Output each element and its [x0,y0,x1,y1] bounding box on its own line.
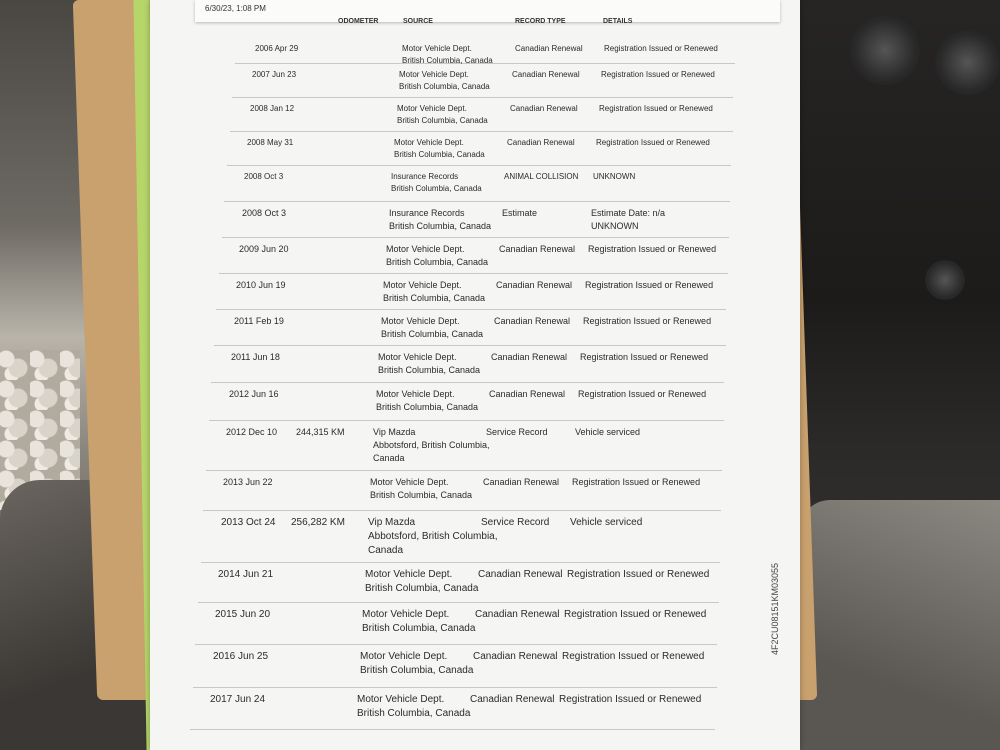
record-source-line: British Columbia, Canada [386,257,489,267]
record-odometer: 244,315 KM [296,427,345,437]
record-source-line: Abbotsford, British Columbia, [368,531,498,542]
record-source-line: British Columbia, Canada [402,56,493,65]
record-details-line: Registration Issued or Renewed [601,70,715,79]
record-source-line: Motor Vehicle Dept. [357,694,445,705]
record-type: Canadian Renewal [473,651,558,662]
column-header-record-type: RECORD TYPE [515,18,566,25]
record-source-line: British Columbia, Canada [362,623,476,634]
record-type: Canadian Renewal [475,609,560,620]
record-source-line: Vip Mazda [368,517,416,528]
record-source-line: Vip Mazda [373,427,416,437]
record-source-line: Motor Vehicle Dept. [399,70,469,79]
record-type: Canadian Renewal [507,138,575,147]
record-type: Canadian Renewal [489,389,566,399]
column-header-odometer: ODOMETER [338,18,379,25]
table-row [201,562,720,563]
record-details-line: Registration Issued or Renewed [572,477,701,487]
print-timestamp: 6/30/23, 1:08 PM [205,4,266,13]
record-source-line: Abbotsford, British Columbia, [373,440,490,450]
table-row [232,97,733,98]
record-odometer: 256,282 KM [291,517,345,528]
record-type: Service Record [481,517,550,528]
record-source-line: British Columbia, Canada [381,329,484,339]
record-date: 2010 Jun 19 [236,280,286,290]
record-type: Canadian Renewal [470,694,555,705]
record-source-line: British Columbia, Canada [370,490,473,500]
climate-knob [935,30,1000,95]
record-source-line: Motor Vehicle Dept. [383,280,462,290]
record-details-line: Registration Issued or Renewed [562,651,705,662]
record-details-line: Registration Issued or Renewed [578,389,707,399]
record-type: Estimate [502,208,538,218]
record-type: ANIMAL COLLISION [504,172,579,181]
table-row [227,165,731,166]
record-details-line: Vehicle serviced [575,427,641,437]
table-row [203,510,721,511]
column-header-source: SOURCE [403,18,433,25]
record-details-line: Estimate Date: n/a [591,208,666,218]
record-date: 2009 Jun 20 [239,244,289,254]
record-type: Canadian Renewal [515,44,583,53]
table-row [206,470,722,471]
table-row [195,644,717,645]
record-source-line: British Columbia, Canada [360,665,474,676]
record-type: Service Record [486,427,548,437]
record-source-line: Motor Vehicle Dept. [378,352,457,362]
record-details-line: Registration Issued or Renewed [559,694,702,705]
record-date: 2008 May 31 [247,138,294,147]
record-details-line: Registration Issued or Renewed [596,138,710,147]
table-row [216,309,726,310]
record-source-line: Insurance Records [391,172,459,181]
climate-knob [850,15,920,85]
table-row [219,273,728,274]
right-seat [800,500,1000,750]
record-date: 2015 Jun 20 [215,609,271,620]
record-source-line: British Columbia, Canada [397,116,488,125]
record-source-line: British Columbia, Canada [365,583,479,594]
record-date: 2013 Jun 22 [223,477,273,487]
record-source-line: British Columbia, Canada [383,293,486,303]
record-source-line: Motor Vehicle Dept. [394,138,464,147]
record-type: Canadian Renewal [491,352,568,362]
record-details-line: UNKNOWN [593,172,636,181]
record-source-line: British Columbia, Canada [391,184,482,193]
record-source-line: British Columbia, Canada [394,150,485,159]
table-row [211,382,724,383]
record-details-line: Registration Issued or Renewed [604,44,718,53]
record-source-line: British Columbia, Canada [399,82,490,91]
record-date: 2016 Jun 25 [213,651,269,662]
record-source-line: Motor Vehicle Dept. [370,477,449,487]
record-date: 2013 Oct 24 [221,517,276,528]
table-row [190,729,715,730]
record-date: 2008 Oct 3 [244,172,284,181]
record-date: 2012 Jun 16 [229,389,279,399]
record-source-line: Motor Vehicle Dept. [397,104,467,113]
record-details-line: Vehicle serviced [570,517,643,528]
record-type: Canadian Renewal [499,244,576,254]
record-source-line: Insurance Records [389,208,465,218]
record-details-line: Registration Issued or Renewed [585,280,714,290]
record-date: 2011 Feb 19 [234,316,284,326]
record-source-line: Motor Vehicle Dept. [365,569,453,580]
record-type: Canadian Renewal [478,569,563,580]
record-source-line: Canada [373,453,405,463]
record-details-line: Registration Issued or Renewed [567,569,710,580]
table-row [193,687,717,688]
record-date: 2014 Jun 21 [218,569,274,580]
record-source-line: British Columbia, Canada [389,221,492,231]
dash-socket [925,260,965,300]
record-source-line: Motor Vehicle Dept. [381,316,460,326]
record-details-line: UNKNOWN [591,221,639,231]
record-type: Canadian Renewal [496,280,573,290]
record-date: 2011 Jun 18 [231,352,280,362]
record-source-line: Motor Vehicle Dept. [376,389,455,399]
record-details-line: Registration Issued or Renewed [583,316,712,326]
record-type: Canadian Renewal [510,104,578,113]
table-row [198,602,719,603]
record-date: 2006 Apr 29 [255,44,299,53]
record-type: Canadian Renewal [494,316,571,326]
record-date: 2008 Oct 3 [242,208,287,218]
table-row [224,201,730,202]
record-source-line: Motor Vehicle Dept. [386,244,465,254]
record-details-line: Registration Issued or Renewed [564,609,707,620]
record-type: Canadian Renewal [512,70,580,79]
folded-top-sheet [195,0,780,22]
column-header-details: DETAILS [603,18,633,25]
record-source-line: Motor Vehicle Dept. [360,651,448,662]
record-details-line: Registration Issued or Renewed [599,104,713,113]
record-source-line: Canada [368,545,404,556]
record-source-line: British Columbia, Canada [376,402,479,412]
record-date: 2012 Dec 10 [226,427,278,437]
record-source-line: British Columbia, Canada [357,708,471,719]
vin-text: 4F2CU08151KM03055 [770,562,780,655]
record-date: 2017 Jun 24 [210,694,266,705]
table-row [222,237,729,238]
table-row [209,420,724,421]
table-row [230,131,733,132]
table-row [214,345,726,346]
record-details-line: Registration Issued or Renewed [580,352,709,362]
record-source-line: Motor Vehicle Dept. [402,44,472,53]
record-date: 2007 Jun 23 [252,70,297,79]
record-details-line: Registration Issued or Renewed [588,244,717,254]
record-source-line: British Columbia, Canada [378,365,481,375]
record-source-line: Motor Vehicle Dept. [362,609,450,620]
record-type: Canadian Renewal [483,477,560,487]
record-date: 2008 Jan 12 [250,104,295,113]
